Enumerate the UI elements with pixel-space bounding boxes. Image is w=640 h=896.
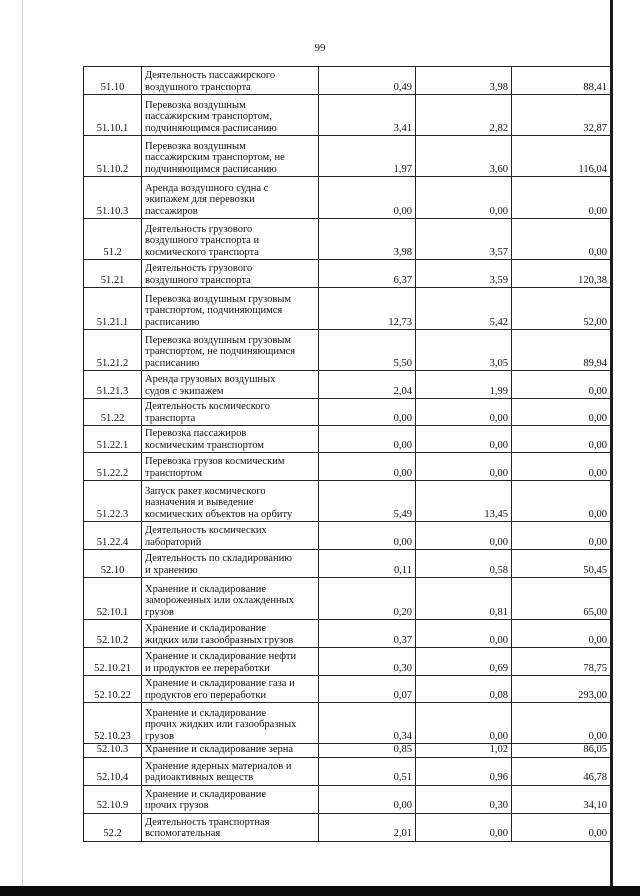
value-cell-3: 0,00 bbox=[512, 522, 611, 550]
description-line: космических объектов на орбиту bbox=[145, 508, 293, 520]
value-cell-3: 32,87 bbox=[512, 95, 611, 136]
value-cell-3: 89,94 bbox=[512, 330, 611, 371]
activity-description-cell bbox=[142, 260, 319, 288]
description-line: жидких или газообразных грузов bbox=[145, 634, 294, 646]
value-cell-3: 0,00 bbox=[512, 453, 611, 481]
activity-description-cell bbox=[142, 703, 319, 744]
okved-code-cell: 51.22.2 bbox=[84, 453, 142, 481]
value-cell-1: 3,98 bbox=[319, 219, 416, 260]
value-cell-3: 0,00 bbox=[512, 813, 611, 841]
description-line: пассажирским транспортом, bbox=[145, 111, 272, 122]
activity-description-cell bbox=[142, 620, 319, 648]
table-row bbox=[84, 453, 611, 481]
description-line: Деятельность грузового bbox=[145, 263, 253, 274]
value-cell-3: 120,38 bbox=[512, 260, 611, 288]
value-cell-3: 50,45 bbox=[512, 550, 611, 578]
value-cell-1: 0,49 bbox=[319, 67, 416, 95]
value-cell-1: 0,07 bbox=[319, 676, 416, 703]
value-cell-3: 0,00 bbox=[512, 426, 611, 453]
value-cell-3: 0,00 bbox=[512, 371, 611, 399]
table-row bbox=[84, 744, 611, 758]
okved-code-cell: 52.10.9 bbox=[84, 785, 142, 813]
value-cell-2: 1,99 bbox=[416, 371, 512, 399]
activity-description-cell bbox=[142, 371, 319, 399]
okved-code-cell: 52.10 bbox=[84, 550, 142, 578]
description-line: грузов bbox=[145, 606, 174, 618]
description-line: прочих жидких или газообразных bbox=[145, 719, 297, 730]
description-line: подчиняющимся расписанию bbox=[145, 122, 277, 134]
value-cell-2: 0,00 bbox=[416, 813, 512, 841]
activity-description-cell bbox=[142, 744, 319, 758]
description-line: Хранение и складирование нефти bbox=[145, 651, 297, 662]
okved-code-cell: 51.21.3 bbox=[84, 371, 142, 399]
description-line: транспортом, подчиняющимся bbox=[145, 305, 283, 316]
description-line: пассажирским транспортом, не bbox=[145, 152, 285, 163]
description-line: Деятельность космического bbox=[145, 401, 270, 412]
scan-left-edge bbox=[22, 0, 23, 896]
description-line: Хранение и складирование газа и bbox=[145, 678, 295, 689]
activity-description-cell bbox=[142, 550, 319, 578]
value-cell-1: 6,37 bbox=[319, 260, 416, 288]
value-cell-1: 0,20 bbox=[319, 578, 416, 620]
okved-code-cell: 52.10.23 bbox=[84, 703, 142, 744]
table-row bbox=[84, 260, 611, 288]
table-row bbox=[84, 620, 611, 648]
value-cell-3: 0,00 bbox=[512, 481, 611, 522]
table-row bbox=[84, 177, 611, 219]
okved-code-cell: 51.22.3 bbox=[84, 481, 142, 522]
value-cell-1: 0,00 bbox=[319, 785, 416, 813]
value-cell-1: 0,00 bbox=[319, 426, 416, 453]
table-row bbox=[84, 578, 611, 620]
activity-description-cell bbox=[142, 288, 319, 330]
value-cell-1: 12,73 bbox=[319, 288, 416, 330]
value-cell-3: 116,04 bbox=[512, 136, 611, 177]
activity-description-cell bbox=[142, 522, 319, 550]
description-line: Деятельность по складированию bbox=[145, 553, 293, 564]
description-line: замороженных или охлажденных bbox=[145, 595, 294, 606]
value-cell-3: 0,00 bbox=[512, 219, 611, 260]
activity-description-cell bbox=[142, 785, 319, 813]
description-line: и продуктов ее переработки bbox=[145, 662, 270, 674]
value-cell-3: 34,10 bbox=[512, 785, 611, 813]
value-cell-2: 0,69 bbox=[416, 648, 512, 676]
description-line: Перевозка грузов космическим bbox=[145, 456, 285, 467]
table-row bbox=[84, 136, 611, 177]
value-cell-1: 0,00 bbox=[319, 399, 416, 426]
activity-description-cell bbox=[142, 481, 319, 522]
value-cell-2: 0,00 bbox=[416, 620, 512, 648]
okved-code-cell: 51.21.2 bbox=[84, 330, 142, 371]
okved-code-cell: 52.10.3 bbox=[84, 744, 142, 758]
description-line: и хранению bbox=[145, 564, 198, 576]
description-line: расписанию bbox=[145, 316, 200, 328]
value-cell-2: 3,05 bbox=[416, 330, 512, 371]
value-cell-2: 0,81 bbox=[416, 578, 512, 620]
table-row bbox=[84, 522, 611, 550]
okved-code-cell: 51.21.1 bbox=[84, 288, 142, 330]
value-cell-1: 5,49 bbox=[319, 481, 416, 522]
description-line: Запуск ракет космического bbox=[145, 485, 266, 497]
activity-description-cell bbox=[142, 648, 319, 676]
description-line: воздушного транспорта и bbox=[145, 235, 260, 246]
value-cell-1: 0,51 bbox=[319, 757, 416, 785]
activity-description-cell bbox=[142, 219, 319, 260]
description-line: Деятельность транспортная bbox=[145, 816, 270, 828]
value-cell-1: 0,85 bbox=[319, 744, 416, 758]
table-row bbox=[84, 399, 611, 426]
table-row bbox=[84, 481, 611, 522]
value-cell-3: 293,00 bbox=[512, 676, 611, 703]
description-line: назначения и выведение bbox=[145, 497, 254, 508]
value-cell-2: 2,82 bbox=[416, 95, 512, 136]
table-row bbox=[84, 648, 611, 676]
value-cell-2: 0,00 bbox=[416, 522, 512, 550]
description-line: подчиняющимся расписанию bbox=[145, 163, 277, 175]
value-cell-3: 0,00 bbox=[512, 177, 611, 219]
okved-code-cell: 51.10.2 bbox=[84, 136, 142, 177]
activity-description-cell bbox=[142, 426, 319, 453]
activity-description-cell bbox=[142, 757, 319, 785]
description-line: лабораторий bbox=[145, 536, 202, 548]
data-table bbox=[83, 66, 611, 842]
table-row bbox=[84, 330, 611, 371]
description-line: судов с экипажем bbox=[145, 385, 224, 397]
value-cell-1: 1,97 bbox=[319, 136, 416, 177]
value-cell-2: 1,02 bbox=[416, 744, 512, 758]
activity-description-cell bbox=[142, 399, 319, 426]
value-cell-3: 0,00 bbox=[512, 620, 611, 648]
value-cell-3: 0,00 bbox=[512, 703, 611, 744]
activity-description-cell bbox=[142, 95, 319, 136]
description-line: Аренда воздушного судна с bbox=[145, 182, 269, 194]
value-cell-1: 0,00 bbox=[319, 177, 416, 219]
activity-description-cell bbox=[142, 453, 319, 481]
okved-code-cell: 51.22 bbox=[84, 399, 142, 426]
description-line: Хранение и складирование зерна bbox=[145, 744, 294, 755]
table-row bbox=[84, 676, 611, 703]
activity-description-cell bbox=[142, 136, 319, 177]
description-line: транспорта bbox=[145, 412, 196, 424]
description-line: экипажем для перевозки bbox=[145, 194, 255, 205]
description-line: воздушного транспорта bbox=[145, 81, 251, 93]
description-line: радиоактивных веществ bbox=[145, 772, 254, 783]
value-cell-2: 0,00 bbox=[416, 399, 512, 426]
value-cell-3: 86,05 bbox=[512, 744, 611, 758]
value-cell-1: 0,37 bbox=[319, 620, 416, 648]
value-cell-1: 2,01 bbox=[319, 813, 416, 841]
value-cell-2: 3,57 bbox=[416, 219, 512, 260]
activity-description-cell bbox=[142, 676, 319, 703]
table-row bbox=[84, 219, 611, 260]
description-line: Перевозка пассажиров bbox=[145, 428, 247, 439]
table-row bbox=[84, 426, 611, 453]
table-row bbox=[84, 785, 611, 813]
okved-code-cell: 52.10.21 bbox=[84, 648, 142, 676]
value-cell-3: 78,75 bbox=[512, 648, 611, 676]
description-line: вспомогательная bbox=[145, 828, 221, 839]
table-row bbox=[84, 757, 611, 785]
table-row bbox=[84, 371, 611, 399]
value-cell-2: 0,00 bbox=[416, 703, 512, 744]
description-line: транспортом bbox=[145, 467, 203, 479]
okved-code-cell: 51.10 bbox=[84, 67, 142, 95]
table-row bbox=[84, 95, 611, 136]
description-line: грузов bbox=[145, 730, 174, 742]
description-line: Хранение и складирование bbox=[145, 583, 267, 595]
value-cell-2: 3,60 bbox=[416, 136, 512, 177]
activity-description-cell bbox=[142, 578, 319, 620]
activity-description-cell bbox=[142, 330, 319, 371]
description-line: Аренда грузовых воздушных bbox=[145, 374, 276, 385]
value-cell-1: 0,00 bbox=[319, 522, 416, 550]
okved-code-cell: 51.2 bbox=[84, 219, 142, 260]
description-line: Деятельность космических bbox=[145, 525, 267, 536]
value-cell-1: 0,30 bbox=[319, 648, 416, 676]
value-cell-2: 0,00 bbox=[416, 177, 512, 219]
value-cell-2: 0,96 bbox=[416, 757, 512, 785]
value-cell-3: 88,41 bbox=[512, 67, 611, 95]
description-line: Хранение и складирование bbox=[145, 707, 267, 719]
description-line: прочих грузов bbox=[145, 800, 209, 811]
value-cell-3: 65,00 bbox=[512, 578, 611, 620]
value-cell-3: 46,78 bbox=[512, 757, 611, 785]
value-cell-1: 2,04 bbox=[319, 371, 416, 399]
value-cell-2: 0,30 bbox=[416, 785, 512, 813]
page-number: 99 bbox=[314, 42, 326, 54]
value-cell-2: 0,00 bbox=[416, 453, 512, 481]
description-line: Хранение и складирование bbox=[145, 623, 267, 634]
value-cell-2: 0,58 bbox=[416, 550, 512, 578]
description-line: пассажиров bbox=[145, 205, 198, 217]
value-cell-2: 0,08 bbox=[416, 676, 512, 703]
value-cell-1: 3,41 bbox=[319, 95, 416, 136]
description-line: Хранение ядерных материалов и bbox=[145, 760, 292, 772]
description-line: космическим транспортом bbox=[145, 439, 264, 451]
table-row bbox=[84, 550, 611, 578]
value-cell-3: 52,00 bbox=[512, 288, 611, 330]
okved-code-cell: 52.10.2 bbox=[84, 620, 142, 648]
value-cell-2: 3,59 bbox=[416, 260, 512, 288]
activity-description-cell bbox=[142, 177, 319, 219]
okved-code-cell: 51.22.4 bbox=[84, 522, 142, 550]
description-line: воздушного транспорта bbox=[145, 274, 251, 286]
okved-code-cell: 51.10.3 bbox=[84, 177, 142, 219]
value-cell-2: 0,00 bbox=[416, 426, 512, 453]
okved-code-cell: 52.10.4 bbox=[84, 757, 142, 785]
value-cell-2: 5,42 bbox=[416, 288, 512, 330]
okved-code-cell: 52.10.22 bbox=[84, 676, 142, 703]
description-line: продуктов его переработки bbox=[145, 689, 267, 701]
table-row bbox=[84, 703, 611, 744]
description-line: Деятельность грузового bbox=[145, 223, 253, 235]
description-line: расписанию bbox=[145, 357, 200, 369]
value-cell-1: 0,34 bbox=[319, 703, 416, 744]
okved-code-cell: 51.10.1 bbox=[84, 95, 142, 136]
description-line: Перевозка воздушным bbox=[145, 99, 246, 111]
description-line: Перевозка воздушным bbox=[145, 140, 246, 152]
okved-code-cell: 51.21 bbox=[84, 260, 142, 288]
okved-code-cell: 51.22.1 bbox=[84, 426, 142, 453]
description-line: Деятельность пассажирского bbox=[145, 70, 276, 81]
description-line: Перевозка воздушным грузовым bbox=[145, 293, 292, 305]
description-line: космического транспорта bbox=[145, 246, 259, 258]
value-cell-1: 0,00 bbox=[319, 453, 416, 481]
scan-bottom-border bbox=[0, 886, 640, 896]
value-cell-2: 3,98 bbox=[416, 67, 512, 95]
activity-description-cell bbox=[142, 813, 319, 841]
table-row bbox=[84, 288, 611, 330]
description-line: Хранение и складирование bbox=[145, 788, 267, 800]
table-row bbox=[84, 813, 611, 841]
description-line: транспортом, не подчиняющимся bbox=[145, 346, 296, 357]
activity-description-cell bbox=[142, 67, 319, 95]
value-cell-1: 0,11 bbox=[319, 550, 416, 578]
okved-code-cell: 52.10.1 bbox=[84, 578, 142, 620]
description-line: Перевозка воздушным грузовым bbox=[145, 334, 292, 346]
table-row bbox=[84, 67, 611, 95]
value-cell-3: 0,00 bbox=[512, 399, 611, 426]
okved-code-cell: 52.2 bbox=[84, 813, 142, 841]
value-cell-2: 13,45 bbox=[416, 481, 512, 522]
value-cell-1: 5,50 bbox=[319, 330, 416, 371]
